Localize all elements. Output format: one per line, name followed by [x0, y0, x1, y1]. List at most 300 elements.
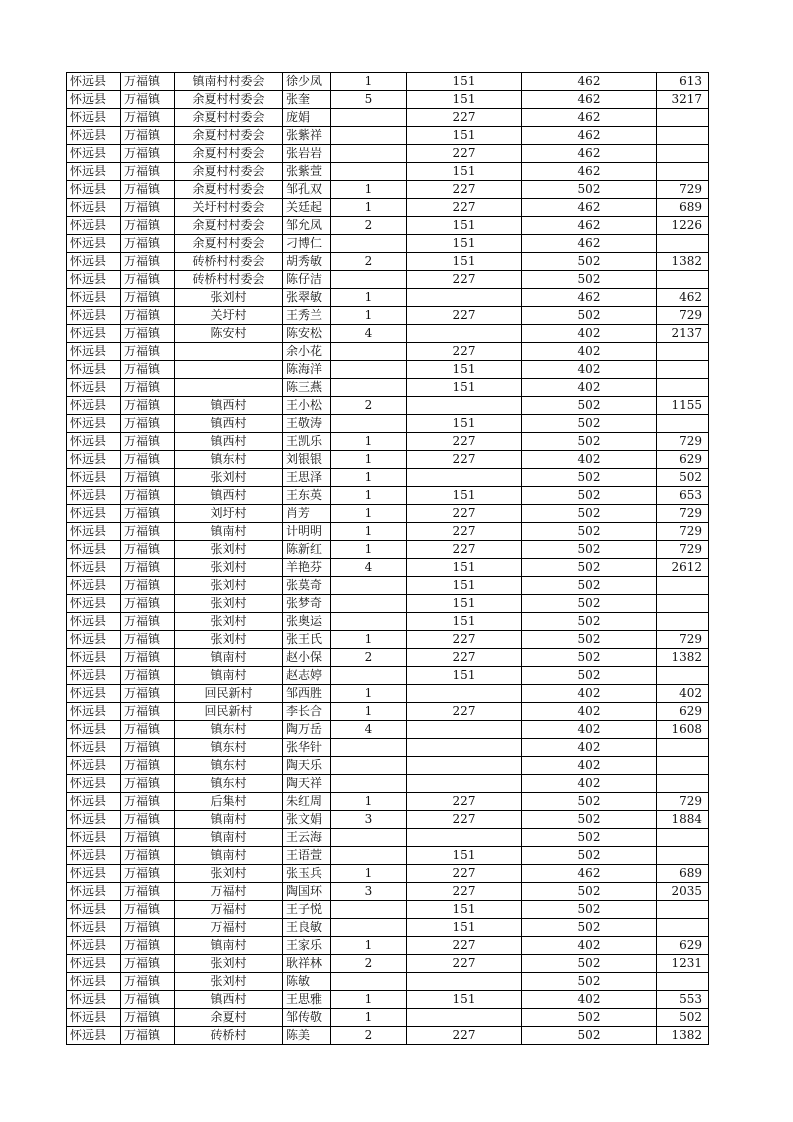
- amount-b-cell: 502: [522, 541, 657, 559]
- county-cell: 怀远县: [67, 973, 121, 991]
- table-row: [67, 793, 709, 811]
- amount-b-cell: 502: [522, 793, 657, 811]
- county-cell: 怀远县: [67, 595, 121, 613]
- name-cell: 刁博仁: [283, 235, 331, 253]
- amount-a-cell: 227: [407, 811, 522, 829]
- county-cell: 怀远县: [67, 937, 121, 955]
- village-cell: 镇南村: [175, 667, 283, 685]
- table-row: [67, 829, 709, 847]
- village-cell: 镇西村: [175, 487, 283, 505]
- total-cell: 729: [657, 793, 709, 811]
- count-cell: [331, 163, 407, 181]
- table-row: [67, 109, 709, 127]
- table-row: [67, 649, 709, 667]
- town-cell: 万福镇: [121, 757, 175, 775]
- amount-b-cell: 502: [522, 1009, 657, 1027]
- town-cell: 万福镇: [121, 415, 175, 433]
- amount-b-cell: 462: [522, 199, 657, 217]
- town-cell: 万福镇: [121, 379, 175, 397]
- table-row: [67, 955, 709, 973]
- total-cell: 729: [657, 181, 709, 199]
- amount-b-cell: 502: [522, 559, 657, 577]
- amount-a-cell: 227: [407, 649, 522, 667]
- amount-a-cell: 227: [407, 865, 522, 883]
- table-row: [67, 253, 709, 271]
- name-cell: 陶天乐: [283, 757, 331, 775]
- amount-b-cell: 502: [522, 631, 657, 649]
- count-cell: 2: [331, 253, 407, 271]
- count-cell: 1: [331, 307, 407, 325]
- county-cell: 怀远县: [67, 109, 121, 127]
- amount-a-cell: 227: [407, 505, 522, 523]
- total-cell: [657, 613, 709, 631]
- village-cell: 余夏村村委会: [175, 181, 283, 199]
- table-row: [67, 865, 709, 883]
- name-cell: 张奎: [283, 91, 331, 109]
- county-cell: 怀远县: [67, 847, 121, 865]
- count-cell: [331, 145, 407, 163]
- total-cell: [657, 379, 709, 397]
- village-cell: [175, 361, 283, 379]
- name-cell: 陈敏: [283, 973, 331, 991]
- table-row: [67, 217, 709, 235]
- village-cell: 张刘村: [175, 595, 283, 613]
- count-cell: [331, 379, 407, 397]
- name-cell: 王家乐: [283, 937, 331, 955]
- village-cell: [175, 379, 283, 397]
- count-cell: [331, 109, 407, 127]
- county-cell: 怀远县: [67, 379, 121, 397]
- county-cell: 怀远县: [67, 451, 121, 469]
- name-cell: 王语萱: [283, 847, 331, 865]
- count-cell: [331, 613, 407, 631]
- amount-b-cell: 462: [522, 289, 657, 307]
- count-cell: [331, 973, 407, 991]
- table-row: [67, 973, 709, 991]
- amount-b-cell: 462: [522, 217, 657, 235]
- table-row: [67, 307, 709, 325]
- county-cell: 怀远县: [67, 145, 121, 163]
- amount-a-cell: 151: [407, 415, 522, 433]
- table-row: [67, 523, 709, 541]
- table-row: [67, 163, 709, 181]
- village-cell: 镇南村: [175, 811, 283, 829]
- county-cell: 怀远县: [67, 793, 121, 811]
- village-cell: 回民新村: [175, 703, 283, 721]
- county-cell: 怀远县: [67, 343, 121, 361]
- total-cell: 729: [657, 523, 709, 541]
- name-cell: 余小花: [283, 343, 331, 361]
- name-cell: 王凯乐: [283, 433, 331, 451]
- name-cell: 王子悦: [283, 901, 331, 919]
- amount-a-cell: 227: [407, 631, 522, 649]
- table-row: [67, 685, 709, 703]
- county-cell: 怀远县: [67, 325, 121, 343]
- amount-b-cell: 502: [522, 595, 657, 613]
- amount-b-cell: 502: [522, 469, 657, 487]
- table-row: [67, 325, 709, 343]
- table-row: [67, 91, 709, 109]
- count-cell: 1: [331, 685, 407, 703]
- amount-b-cell: 502: [522, 973, 657, 991]
- amount-a-cell: 151: [407, 991, 522, 1009]
- amount-a-cell: 227: [407, 541, 522, 559]
- town-cell: 万福镇: [121, 667, 175, 685]
- village-cell: 陈安村: [175, 325, 283, 343]
- count-cell: 1: [331, 199, 407, 217]
- total-cell: [657, 145, 709, 163]
- total-cell: 629: [657, 703, 709, 721]
- county-cell: 怀远县: [67, 721, 121, 739]
- count-cell: [331, 361, 407, 379]
- table-row: [67, 775, 709, 793]
- village-cell: 镇西村: [175, 433, 283, 451]
- amount-a-cell: [407, 721, 522, 739]
- name-cell: 王思雅: [283, 991, 331, 1009]
- amount-b-cell: 502: [522, 649, 657, 667]
- total-cell: [657, 667, 709, 685]
- table-row: [67, 73, 709, 91]
- amount-a-cell: 227: [407, 523, 522, 541]
- name-cell: 庞娟: [283, 109, 331, 127]
- table-body: [67, 73, 709, 1045]
- table-row: [67, 541, 709, 559]
- amount-a-cell: 151: [407, 73, 522, 91]
- town-cell: 万福镇: [121, 109, 175, 127]
- village-cell: 万福村: [175, 883, 283, 901]
- county-cell: 怀远县: [67, 73, 121, 91]
- amount-b-cell: 402: [522, 757, 657, 775]
- village-cell: 余夏村村委会: [175, 145, 283, 163]
- town-cell: 万福镇: [121, 541, 175, 559]
- town-cell: 万福镇: [121, 991, 175, 1009]
- county-cell: 怀远县: [67, 1009, 121, 1027]
- count-cell: 1: [331, 991, 407, 1009]
- town-cell: 万福镇: [121, 829, 175, 847]
- name-cell: 陈安松: [283, 325, 331, 343]
- table-row: [67, 433, 709, 451]
- town-cell: 万福镇: [121, 685, 175, 703]
- town-cell: 万福镇: [121, 163, 175, 181]
- county-cell: 怀远县: [67, 991, 121, 1009]
- amount-a-cell: 151: [407, 91, 522, 109]
- total-cell: [657, 847, 709, 865]
- count-cell: 1: [331, 487, 407, 505]
- count-cell: 1: [331, 703, 407, 721]
- total-cell: 3217: [657, 91, 709, 109]
- count-cell: 1: [331, 451, 407, 469]
- town-cell: 万福镇: [121, 739, 175, 757]
- amount-b-cell: 402: [522, 379, 657, 397]
- amount-b-cell: 502: [522, 271, 657, 289]
- county-cell: 怀远县: [67, 703, 121, 721]
- count-cell: [331, 235, 407, 253]
- table-row: [67, 487, 709, 505]
- count-cell: 1: [331, 1009, 407, 1027]
- name-cell: 张奥运: [283, 613, 331, 631]
- amount-a-cell: 227: [407, 937, 522, 955]
- count-cell: 1: [331, 541, 407, 559]
- count-cell: [331, 271, 407, 289]
- total-cell: 1884: [657, 811, 709, 829]
- name-cell: 张华针: [283, 739, 331, 757]
- total-cell: [657, 919, 709, 937]
- name-cell: 张梦奇: [283, 595, 331, 613]
- table-row: [67, 1027, 709, 1045]
- village-cell: 张刘村: [175, 559, 283, 577]
- amount-a-cell: 151: [407, 577, 522, 595]
- village-cell: 余夏村村委会: [175, 217, 283, 235]
- amount-a-cell: 151: [407, 253, 522, 271]
- village-cell: 刘圩村: [175, 505, 283, 523]
- county-cell: 怀远县: [67, 919, 121, 937]
- count-cell: 1: [331, 289, 407, 307]
- village-cell: 余夏村村委会: [175, 127, 283, 145]
- town-cell: 万福镇: [121, 847, 175, 865]
- amount-a-cell: [407, 829, 522, 847]
- village-cell: 张刘村: [175, 577, 283, 595]
- table-row: [67, 127, 709, 145]
- total-cell: 729: [657, 433, 709, 451]
- amount-a-cell: 227: [407, 145, 522, 163]
- count-cell: [331, 775, 407, 793]
- amount-b-cell: 502: [522, 307, 657, 325]
- count-cell: 4: [331, 721, 407, 739]
- amount-b-cell: 502: [522, 433, 657, 451]
- table-row: [67, 595, 709, 613]
- name-cell: 张王氏: [283, 631, 331, 649]
- amount-a-cell: 227: [407, 955, 522, 973]
- town-cell: 万福镇: [121, 91, 175, 109]
- amount-b-cell: 402: [522, 991, 657, 1009]
- count-cell: 1: [331, 433, 407, 451]
- table-row: [67, 757, 709, 775]
- table-row: [67, 667, 709, 685]
- name-cell: 计明明: [283, 523, 331, 541]
- village-cell: 砖桥村村委会: [175, 253, 283, 271]
- count-cell: [331, 343, 407, 361]
- amount-b-cell: 402: [522, 325, 657, 343]
- table-row: [67, 703, 709, 721]
- name-cell: 邹孔双: [283, 181, 331, 199]
- village-cell: 砖桥村村委会: [175, 271, 283, 289]
- table-row: [67, 451, 709, 469]
- village-cell: 镇西村: [175, 397, 283, 415]
- name-cell: 肖芳: [283, 505, 331, 523]
- amount-a-cell: 227: [407, 109, 522, 127]
- table-row: [67, 271, 709, 289]
- total-cell: 1382: [657, 1027, 709, 1045]
- amount-a-cell: [407, 1009, 522, 1027]
- table-row: [67, 289, 709, 307]
- amount-a-cell: [407, 973, 522, 991]
- total-cell: 613: [657, 73, 709, 91]
- amount-b-cell: 502: [522, 613, 657, 631]
- town-cell: 万福镇: [121, 937, 175, 955]
- count-cell: [331, 829, 407, 847]
- amount-a-cell: [407, 289, 522, 307]
- county-cell: 怀远县: [67, 1027, 121, 1045]
- village-cell: 镇南村: [175, 523, 283, 541]
- town-cell: 万福镇: [121, 973, 175, 991]
- amount-a-cell: 227: [407, 451, 522, 469]
- amount-b-cell: 462: [522, 865, 657, 883]
- count-cell: [331, 127, 407, 145]
- name-cell: 陈新红: [283, 541, 331, 559]
- county-cell: 怀远县: [67, 649, 121, 667]
- total-cell: 729: [657, 307, 709, 325]
- county-cell: 怀远县: [67, 523, 121, 541]
- town-cell: 万福镇: [121, 523, 175, 541]
- table-row: [67, 613, 709, 631]
- total-cell: [657, 163, 709, 181]
- table-row: [67, 379, 709, 397]
- amount-b-cell: 502: [522, 919, 657, 937]
- amount-a-cell: 227: [407, 307, 522, 325]
- total-cell: 1226: [657, 217, 709, 235]
- amount-a-cell: 151: [407, 127, 522, 145]
- total-cell: 402: [657, 685, 709, 703]
- village-cell: 张刘村: [175, 973, 283, 991]
- town-cell: 万福镇: [121, 811, 175, 829]
- amount-a-cell: 151: [407, 667, 522, 685]
- village-cell: 余夏村村委会: [175, 109, 283, 127]
- amount-a-cell: 227: [407, 271, 522, 289]
- total-cell: 2035: [657, 883, 709, 901]
- town-cell: 万福镇: [121, 613, 175, 631]
- name-cell: 陈美: [283, 1027, 331, 1045]
- amount-b-cell: 502: [522, 955, 657, 973]
- total-cell: [657, 973, 709, 991]
- amount-b-cell: 502: [522, 523, 657, 541]
- table-row: [67, 181, 709, 199]
- county-cell: 怀远县: [67, 307, 121, 325]
- amount-a-cell: 227: [407, 703, 522, 721]
- town-cell: 万福镇: [121, 577, 175, 595]
- amount-b-cell: 502: [522, 397, 657, 415]
- table-row: [67, 577, 709, 595]
- count-cell: 3: [331, 811, 407, 829]
- amount-b-cell: 502: [522, 415, 657, 433]
- amount-a-cell: 151: [407, 595, 522, 613]
- count-cell: 2: [331, 1027, 407, 1045]
- county-cell: 怀远县: [67, 163, 121, 181]
- town-cell: 万福镇: [121, 145, 175, 163]
- village-cell: 后集村: [175, 793, 283, 811]
- amount-a-cell: [407, 739, 522, 757]
- amount-a-cell: [407, 397, 522, 415]
- total-cell: 1608: [657, 721, 709, 739]
- village-cell: 余夏村村委会: [175, 163, 283, 181]
- amount-b-cell: 462: [522, 145, 657, 163]
- county-cell: 怀远县: [67, 217, 121, 235]
- town-cell: 万福镇: [121, 343, 175, 361]
- name-cell: 王思泽: [283, 469, 331, 487]
- name-cell: 王云海: [283, 829, 331, 847]
- village-cell: 镇东村: [175, 721, 283, 739]
- county-cell: 怀远县: [67, 271, 121, 289]
- village-cell: 镇南村: [175, 829, 283, 847]
- count-cell: [331, 901, 407, 919]
- records-table: [66, 72, 709, 1045]
- town-cell: 万福镇: [121, 595, 175, 613]
- table-row: [67, 847, 709, 865]
- table-row: [67, 901, 709, 919]
- village-cell: 张刘村: [175, 613, 283, 631]
- name-cell: 邹允凤: [283, 217, 331, 235]
- total-cell: [657, 757, 709, 775]
- amount-a-cell: 227: [407, 433, 522, 451]
- table-row: [67, 919, 709, 937]
- amount-b-cell: 402: [522, 739, 657, 757]
- total-cell: [657, 235, 709, 253]
- table-row: [67, 991, 709, 1009]
- county-cell: 怀远县: [67, 541, 121, 559]
- name-cell: 胡秀敏: [283, 253, 331, 271]
- name-cell: 王良敏: [283, 919, 331, 937]
- town-cell: 万福镇: [121, 235, 175, 253]
- town-cell: 万福镇: [121, 127, 175, 145]
- name-cell: 赵小保: [283, 649, 331, 667]
- total-cell: 729: [657, 631, 709, 649]
- count-cell: [331, 667, 407, 685]
- town-cell: 万福镇: [121, 865, 175, 883]
- name-cell: 关廷起: [283, 199, 331, 217]
- total-cell: [657, 577, 709, 595]
- name-cell: 陶国环: [283, 883, 331, 901]
- count-cell: 3: [331, 883, 407, 901]
- amount-b-cell: 462: [522, 163, 657, 181]
- total-cell: 502: [657, 469, 709, 487]
- county-cell: 怀远县: [67, 775, 121, 793]
- count-cell: 1: [331, 793, 407, 811]
- village-cell: 关圩村: [175, 307, 283, 325]
- name-cell: 王秀兰: [283, 307, 331, 325]
- total-cell: 502: [657, 1009, 709, 1027]
- amount-a-cell: 227: [407, 793, 522, 811]
- county-cell: 怀远县: [67, 505, 121, 523]
- name-cell: 王东英: [283, 487, 331, 505]
- town-cell: 万福镇: [121, 559, 175, 577]
- count-cell: 1: [331, 865, 407, 883]
- town-cell: 万福镇: [121, 919, 175, 937]
- name-cell: 张紫萱: [283, 163, 331, 181]
- county-cell: 怀远县: [67, 955, 121, 973]
- town-cell: 万福镇: [121, 73, 175, 91]
- village-cell: 镇南村: [175, 937, 283, 955]
- name-cell: 刘银银: [283, 451, 331, 469]
- amount-b-cell: 402: [522, 361, 657, 379]
- total-cell: [657, 595, 709, 613]
- name-cell: 王小松: [283, 397, 331, 415]
- town-cell: 万福镇: [121, 469, 175, 487]
- total-cell: 1155: [657, 397, 709, 415]
- count-cell: [331, 595, 407, 613]
- county-cell: 怀远县: [67, 415, 121, 433]
- county-cell: 怀远县: [67, 883, 121, 901]
- county-cell: 怀远县: [67, 235, 121, 253]
- amount-b-cell: 402: [522, 685, 657, 703]
- name-cell: 赵志婷: [283, 667, 331, 685]
- count-cell: 1: [331, 181, 407, 199]
- town-cell: 万福镇: [121, 1027, 175, 1045]
- village-cell: 余夏村村委会: [175, 91, 283, 109]
- county-cell: 怀远县: [67, 739, 121, 757]
- amount-a-cell: [407, 685, 522, 703]
- county-cell: 怀远县: [67, 397, 121, 415]
- county-cell: 怀远县: [67, 91, 121, 109]
- county-cell: 怀远县: [67, 811, 121, 829]
